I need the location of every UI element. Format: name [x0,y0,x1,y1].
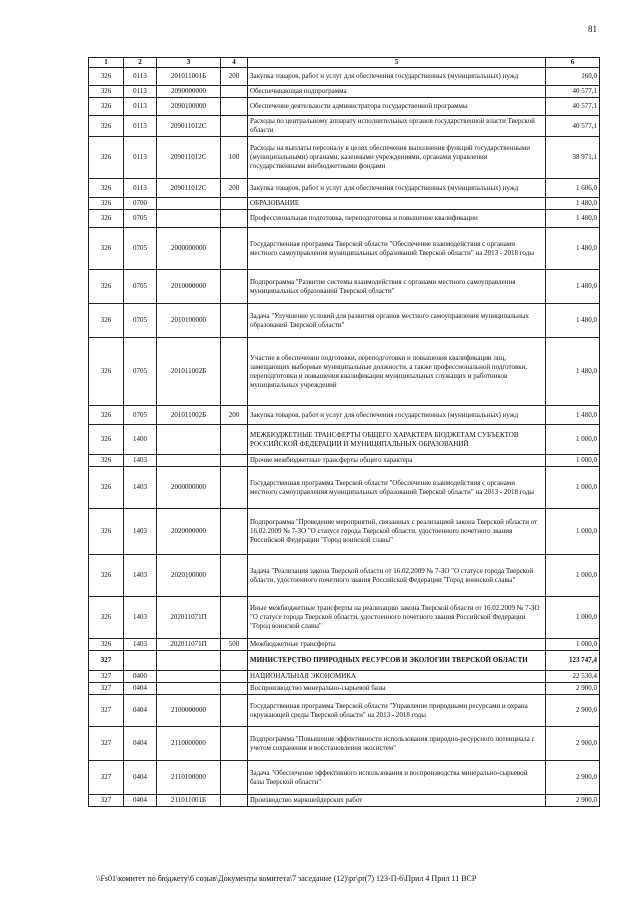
amount-cell: 1 000,0 [546,555,600,597]
ministry-code-cell: 327 [89,683,124,695]
ministry-code-cell: 326 [89,338,124,406]
section-code-cell [124,651,157,671]
expense-type-cell [221,509,248,555]
budget-table [88,57,600,807]
ministry-code-cell: 327 [89,727,124,761]
description-cell: Расходы по центральному аппарату исполнительных органов государственной власти Тверской области [248,116,546,137]
section-code-cell: 1403 [124,455,157,467]
amount-cell: 1 000,0 [546,639,600,651]
target-article-cell: 201011002Б [157,338,221,406]
table-row [89,179,600,198]
amount-cell: 1 000,0 [546,509,600,555]
table-row [89,406,600,425]
target-article-cell: 2100000000 [157,695,221,727]
ministry-code-cell: 327 [89,695,124,727]
amount-cell: 1 606,0 [546,179,600,198]
target-article-cell: 209011012С [157,137,221,179]
description-cell: Участие в обеспечении подготовки, переподготовки и повышения квалификации лиц, замещающих выборные муниципальные должности, а также профессиональной подготовки, переподготовки и повышения квалификации муниципальных служащих и работников муниципальных учреждений [248,338,546,406]
expense-type-cell [221,425,248,455]
amount-cell: 2 900,0 [546,795,600,807]
expense-type-cell [221,727,248,761]
amount-cell: 1 480,0 [546,198,600,210]
amount-cell: 2 900,0 [546,761,600,795]
table-row [89,198,600,210]
expense-type-cell [221,86,248,98]
table-row [89,68,600,86]
amount-cell: 1 480,0 [546,406,600,425]
description-cell: Межбюджетные трансферты [248,639,546,651]
ministry-code-cell: 326 [89,455,124,467]
amount-cell: 1 480,0 [546,304,600,338]
target-article-cell: 2010000000 [157,270,221,304]
table-row [89,695,600,727]
description-cell: Закупка товаров, работ и услуг для обеспечения государственных (муниципальных) нужд [248,179,546,198]
section-code-cell: 1403 [124,555,157,597]
section-code-cell: 0705 [124,270,157,304]
table-row [89,509,600,555]
target-article-cell [157,671,221,683]
expense-type-cell [221,695,248,727]
ministry-code-cell: 326 [89,116,124,137]
ministry-code-cell: 326 [89,137,124,179]
target-article-cell: 2090000000 [157,86,221,98]
table-row [89,683,600,695]
description-cell: МИНИСТЕРСТВО ПРИРОДНЫХ РЕСУРСОВ И ЭКОЛОГИИ ТВЕРСКОЙ ОБЛАСТИ [248,651,546,671]
expense-type-cell [221,597,248,639]
section-code-cell: 0404 [124,795,157,807]
ministry-code-cell: 326 [89,179,124,198]
ministry-code-cell: 326 [89,509,124,555]
target-article-cell: 209011012С [157,179,221,198]
table-row [89,651,600,671]
target-article-cell [157,455,221,467]
section-code-cell: 0113 [124,179,157,198]
description-cell: Производство маркшейдерских работ [248,795,546,807]
amount-cell: 1 000,0 [546,425,600,455]
ministry-code-cell: 326 [89,210,124,228]
target-article-cell: 2110000000 [157,727,221,761]
expense-type-cell [221,671,248,683]
ministry-code-cell: 326 [89,68,124,86]
column-header: 5 [248,58,546,68]
table-row [89,210,600,228]
target-article-cell [157,651,221,671]
amount-cell: 1 480,0 [546,270,600,304]
expense-type-cell: 100 [221,137,248,179]
section-code-cell: 0700 [124,198,157,210]
column-header: 4 [221,58,248,68]
amount-cell: 1 480,0 [546,210,600,228]
table-row [89,727,600,761]
table-row [89,467,600,509]
section-code-cell: 0404 [124,683,157,695]
target-article-cell: 2110100000 [157,761,221,795]
amount-cell: 123 747,4 [546,651,600,671]
table-header-row [89,58,600,68]
ministry-code-cell: 326 [89,555,124,597]
section-code-cell: 0404 [124,695,157,727]
description-cell: Задача "Улучшение условий для развития органов местного самоуправления муниципальных образований Тверской области" [248,304,546,338]
section-code-cell: 0113 [124,86,157,98]
section-code-cell: 0404 [124,761,157,795]
target-article-cell: 2090100000 [157,98,221,116]
column-header: 6 [546,58,600,68]
section-code-cell: 0113 [124,116,157,137]
expense-type-cell: 200 [221,179,248,198]
description-cell: МЕЖБЮДЖЕТНЫЕ ТРАНСФЕРТЫ ОБЩЕГО ХАРАКТЕРА БЮДЖЕТАМ СУБЪЕКТОВ РОССИЙСКОЙ ФЕДЕРАЦИИ И МУНИЦИПАЛЬНЫХ ОБРАЗОВАНИЙ [248,425,546,455]
expense-type-cell [221,98,248,116]
amount-cell: 1 480,0 [546,338,600,406]
expense-type-cell [221,455,248,467]
description-cell: Обеспечение деятельности администратора государственной программы [248,98,546,116]
target-article-cell: 209011012С [157,116,221,137]
expense-type-cell [221,795,248,807]
section-code-cell: 0113 [124,98,157,116]
amount-cell: 22 530,4 [546,671,600,683]
target-article-cell: 201011002Б [157,406,221,425]
table-row [89,455,600,467]
description-cell: Государственная программа Тверской области "Обеспечение взаимодействия с органами местного самоуправления муниципальных образований Тверской области" на 2013 - 2018 годы [248,467,546,509]
target-article-cell: 2020100000 [157,555,221,597]
amount-cell: 1 000,0 [546,467,600,509]
description-cell: Подпрограмма "Проведение мероприятий, связанных с реализацией закона Тверской области от 16.02.2009 № 7-ЗО "О статусе города Тверской области, удостоенного почетного звания Российской Федерации "Город воинской славы" [248,509,546,555]
ministry-code-cell: 326 [89,597,124,639]
description-cell: Воспроизводство минерально-сырьевой базы [248,683,546,695]
amount-cell: 2 900,0 [546,695,600,727]
table-row [89,304,600,338]
expense-type-cell: 500 [221,639,248,651]
expense-type-cell [221,467,248,509]
target-article-cell: 2000000000 [157,467,221,509]
file-path-footer: \\Fs01\комитет по бюджету\6 созыв\Документы комитета\7 заседание (12)\pr\pr(7) 123-П-6\Прил 4 Прил 11 ВСР [96,874,477,883]
target-article-cell: 202011071П [157,639,221,651]
amount-cell: 40 577,1 [546,86,600,98]
expense-type-cell [221,270,248,304]
table-row [89,116,600,137]
amount-cell: 2 900,0 [546,683,600,695]
section-code-cell: 0113 [124,137,157,179]
amount-cell: 40 577,1 [546,98,600,116]
ministry-code-cell: 327 [89,651,124,671]
target-article-cell [157,425,221,455]
description-cell: Задача "Обеспечение эффективного использования и воспроизводства минерально-сырьевой базы Тверской области" [248,761,546,795]
ministry-code-cell: 327 [89,761,124,795]
description-cell: Закупка товаров, работ и услуг для обеспечения государственных (муниципальных) нужд [248,68,546,86]
amount-cell: 40 577,1 [546,116,600,137]
description-cell: Закупка товаров, работ и услуг для обеспечения государственных (муниципальных) нужд [248,406,546,425]
section-code-cell: 0400 [124,671,157,683]
table-row [89,86,600,98]
description-cell: Государственная программа Тверской области "Управление природными ресурсами и охрана окружающей среды Тверской области" на 2013 - 2018 годы [248,695,546,727]
section-code-cell: 0404 [124,727,157,761]
description-cell: Профессиональная подготовка, переподготовка и повышение квалификации [248,210,546,228]
description-cell: Расходы на выплаты персоналу в целях обеспечения выполнения функций государственными (муниципальными) органами, казенными учреждениями, органами управления государственными внебюджетными фондами [248,137,546,179]
section-code-cell: 0705 [124,406,157,425]
description-cell: Прочие межбюджетные трансферты общего характера [248,455,546,467]
expense-type-cell [221,198,248,210]
amount-cell: 38 971,1 [546,137,600,179]
column-header: 2 [124,58,157,68]
table-row [89,555,600,597]
target-article-cell [157,210,221,228]
description-cell: Подпрограмма "Повышение эффективности использования природно-ресурсного потенциала с учетом сохранения и восстановления экосистем" [248,727,546,761]
expense-type-cell: 200 [221,68,248,86]
expense-type-cell: 200 [221,406,248,425]
ministry-code-cell: 326 [89,98,124,116]
ministry-code-cell: 326 [89,639,124,651]
expense-type-cell [221,116,248,137]
column-header: 3 [157,58,221,68]
ministry-code-cell: 326 [89,228,124,270]
table-row [89,338,600,406]
ministry-code-cell: 326 [89,425,124,455]
expense-type-cell [221,210,248,228]
target-article-cell: 211011001Б [157,795,221,807]
section-code-cell: 0705 [124,228,157,270]
expense-type-cell [221,338,248,406]
table-row [89,270,600,304]
description-cell: Обеспечивающая подпрограмма [248,86,546,98]
column-header: 1 [89,58,124,68]
section-code-cell: 1403 [124,639,157,651]
section-code-cell: 0705 [124,338,157,406]
table-row [89,671,600,683]
table-row [89,639,600,651]
target-article-cell: 2010100000 [157,304,221,338]
ministry-code-cell: 327 [89,795,124,807]
table-row [89,137,600,179]
ministry-code-cell: 326 [89,406,124,425]
section-code-cell: 1403 [124,597,157,639]
description-cell: ОБРАЗОВАНИЕ [248,198,546,210]
section-code-cell: 1403 [124,467,157,509]
page-number: 81 [588,24,597,34]
table-row [89,795,600,807]
table-row [89,425,600,455]
section-code-cell: 0705 [124,210,157,228]
target-article-cell: 202011071П [157,597,221,639]
table-row [89,228,600,270]
ministry-code-cell: 326 [89,467,124,509]
amount-cell: 2 900,0 [546,727,600,761]
expense-type-cell [221,304,248,338]
section-code-cell: 1400 [124,425,157,455]
target-article-cell [157,683,221,695]
ministry-code-cell: 326 [89,86,124,98]
table-row [89,597,600,639]
ministry-code-cell: 326 [89,304,124,338]
ministry-code-cell: 326 [89,198,124,210]
amount-cell: 1 480,0 [546,228,600,270]
description-cell: Государственная программа Тверской области "Обеспечение взаимодействия с органами местного самоуправления муниципальных образований Тверской области" на 2013 - 2018 годы [248,228,546,270]
expense-type-cell [221,555,248,597]
table-row [89,761,600,795]
target-article-cell: 201011001Б [157,68,221,86]
expense-type-cell [221,683,248,695]
target-article-cell: 2000000000 [157,228,221,270]
amount-cell: 1 000,0 [546,455,600,467]
expense-type-cell [221,761,248,795]
target-article-cell [157,198,221,210]
ministry-code-cell: 326 [89,270,124,304]
section-code-cell: 0113 [124,68,157,86]
target-article-cell: 2020000000 [157,509,221,555]
description-cell: НАЦИОНАЛЬНАЯ ЭКОНОМИКА [248,671,546,683]
section-code-cell: 1403 [124,509,157,555]
description-cell: Иные межбюджетные трансферты на реализацию закона Тверской области от 16.02.2009 № 7-ЗО "О статусе города Тверской области, удостоенного почетного звания Российской Федерации "Город воинской славы" [248,597,546,639]
ministry-code-cell: 327 [89,671,124,683]
amount-cell: 1 000,0 [546,597,600,639]
description-cell: Подпрограмма "Развитие системы взаимодействия с органами местного самоуправления муниципальных образований Тверской области" [248,270,546,304]
amount-cell: 160,0 [546,68,600,86]
section-code-cell: 0705 [124,304,157,338]
expense-type-cell [221,228,248,270]
description-cell: Задача "Реализация закона Тверской области от 16.02.2009 № 7-ЗО "О статусе города Тверской области, удостоенного почетного звания Российской Федерации "Город воинской славы" [248,555,546,597]
table-row [89,98,600,116]
expense-type-cell [221,651,248,671]
